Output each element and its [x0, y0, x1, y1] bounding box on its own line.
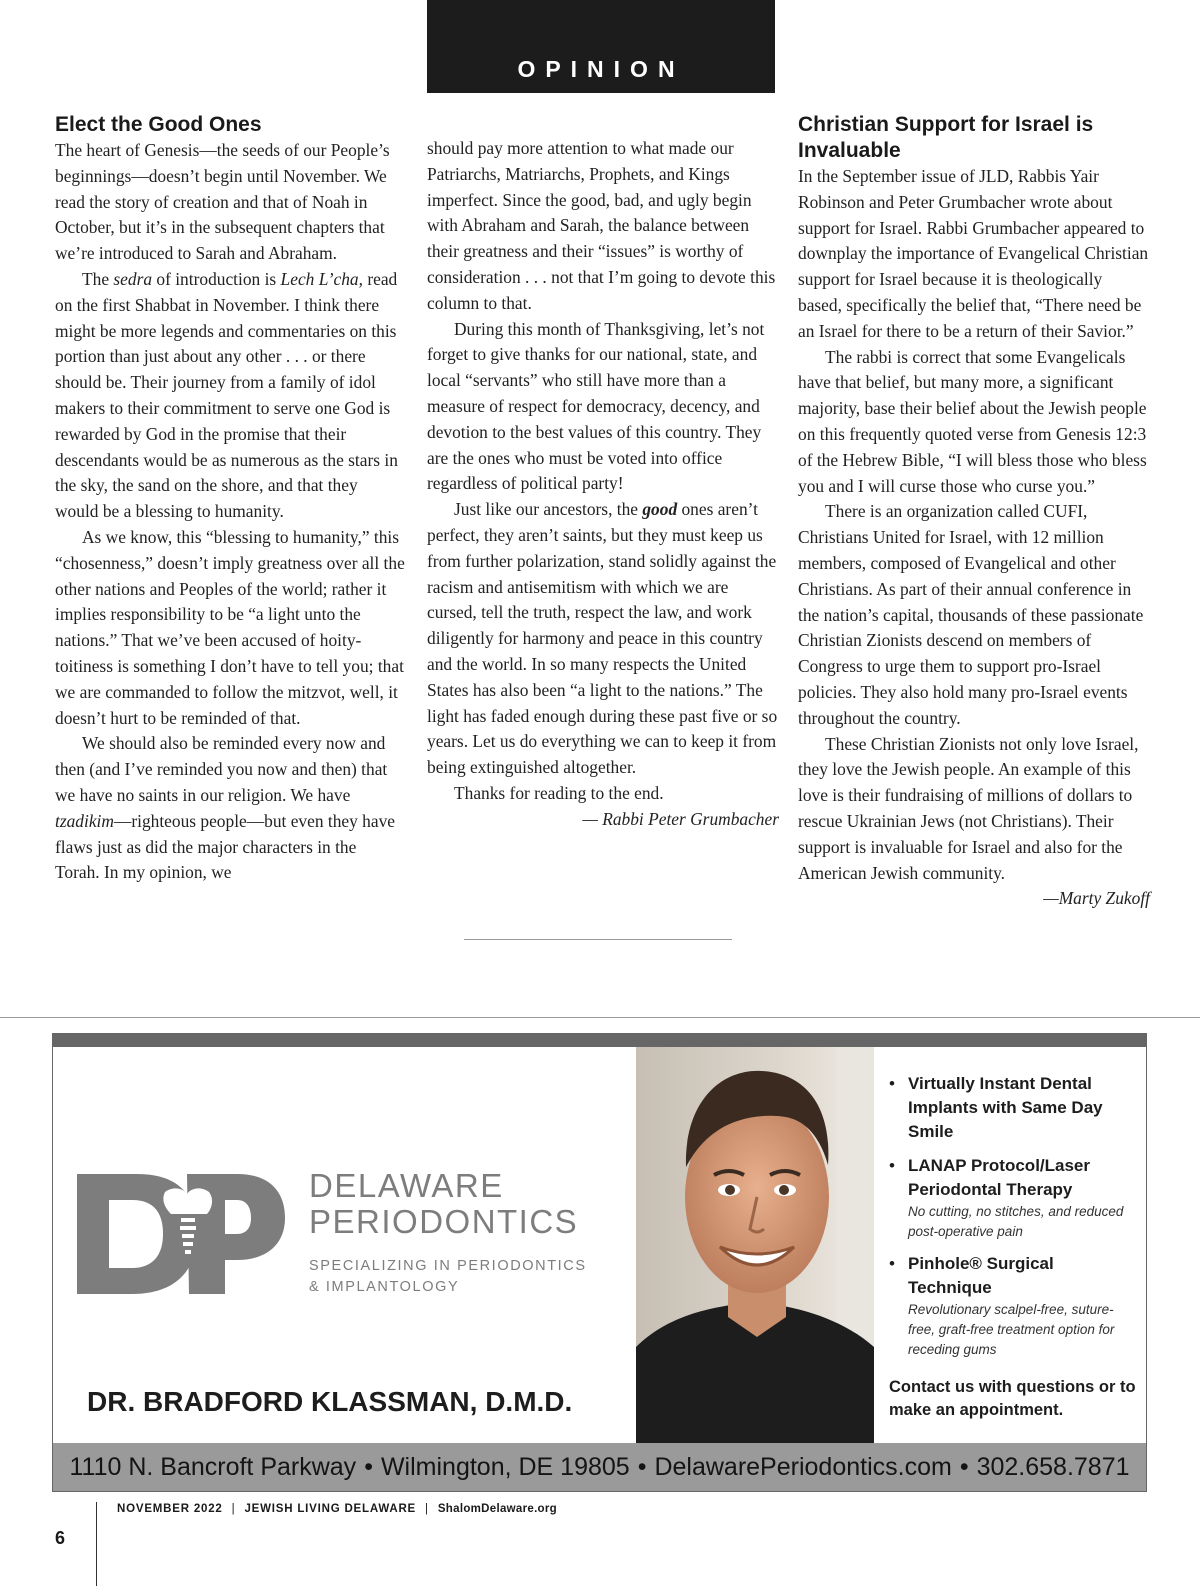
- folio-separator: |: [425, 1503, 429, 1515]
- ad-contact-cta: Contact us with questions or to make an appointment.: [889, 1378, 1136, 1419]
- section-header: OPINION: [427, 0, 775, 93]
- article-title-christian-support: Christian Support for Israel is Invaluable: [798, 113, 1094, 162]
- folio-separator: |: [231, 1503, 236, 1515]
- feature-item: [889, 1072, 1139, 1144]
- ad-feature-list: [889, 1072, 1139, 1370]
- publication-website-link[interactable]: ShalomDelaware.org: [437, 1503, 557, 1515]
- article-end-rule: [464, 939, 732, 940]
- paragraph: We should also be reminded every now and then (and I’ve reminded you now and then) that we have no saints in our religion. We have tzadikim—righteous people—but even they have flaws just as did the major characters in the Torah. In my opinion, we: [55, 733, 396, 883]
- publication-name: JEWISH LIVING DELAWARE: [244, 1503, 417, 1515]
- footer-vertical-rule: [96, 1502, 97, 1586]
- dp-tooth-logo-icon: [77, 1174, 287, 1294]
- paragraph: In the September issue of JLD, Rabbis Yair Robinson and Peter Grumbacher wrote about support for Israel. Rabbi Grumbacher appeared to downplay the importance of Evangelical Christian support for Israel because it is theologically based, specifically the belief that, “There need be an Israel for there to be a return of their Savior.”: [798, 166, 1149, 341]
- feature-item: [889, 1252, 1139, 1360]
- author-signature: — Rabbi Peter Grumbacher: [582, 808, 779, 829]
- ad-city: Wilmington, DE 19805: [380, 1453, 630, 1481]
- author-signature: —Marty Zukoff: [1043, 888, 1150, 909]
- article-column-3: [798, 112, 1150, 912]
- feature-description: Revolutionary scalpel-free, suture-free, graft-free treatment option for receding gums: [908, 1302, 1115, 1357]
- ad-brand-block: [309, 1168, 629, 1298]
- article-title-elect: Elect the Good Ones: [55, 113, 262, 136]
- ad-top-bar: [53, 1034, 1146, 1047]
- brand-name-line-1: DELAWARE: [309, 1167, 504, 1204]
- ad-contact-bar: [53, 1443, 1146, 1491]
- page-divider: [0, 1017, 1200, 1018]
- separator-dot-icon: •: [959, 1453, 969, 1481]
- bullet-icon: •: [889, 1156, 895, 1175]
- feature-description: No cutting, no stitches, and reduced post-operative pain: [908, 1204, 1124, 1239]
- paragraph: There is an organization called CUFI, Christians United for Israel, with 12 million members, composed of Evangelical and other Christians. As part of their annual conference in the nation’s capital, thousands of these passionate Christian Zionists descend on members of Congress to urge them to support pro-Israel policies. They also hold many pro-Israel events throughout the country.: [798, 501, 1144, 728]
- feature-item: [889, 1154, 1139, 1242]
- paragraph: Just like our ancestors, the good ones aren’t perfect, they aren’t saints, but they must keep us from further polarization, stand solidly against the racism and antisemitism with which we are cursed, tell the truth, respect the law, and work diligently for harmony and peace in this country and the world. In so many respects the United States has also been “a light to the nations.” The light has faded enough during these past five or so years. Let us do everything we can to keep it from being extinguished altogether.: [427, 499, 778, 778]
- paragraph: These Christian Zionists not only love Israel, they love the Jewish people. An example of this love is their fundraising of millions of dollars to rescue Ukrainian Jews (not Christians). Their support is invaluable for Israel and also for the American Jewish community.: [798, 733, 1139, 883]
- bullet-icon: •: [889, 1074, 895, 1093]
- paragraph: The rabbi is correct that some Evangelicals have that belief, but many more, a significant majority, base their belief about the Jewish people on this frequently quoted verse from Genesis 12:3 of the Hebrew Bible, “I will bless those who bless you and I will curse those who curse you.”: [798, 346, 1147, 496]
- paragraph: The sedra of introduction is Lech L’cha, read on the first Shabbat in November. I think there might be more legends and commentaries on this portion than just about any other . . . or there should be. Their journey from a family of idol makers to their commitment to serve one God is rewarded by God in the promise that their descendants would be as numerous as the stars in the sky, the sand on the shore, and that they would be a blessing to humanity.: [55, 268, 398, 522]
- article-column-1: [55, 112, 405, 886]
- paragraph: During this month of Thanksgiving, let’s not forget to give thanks for our national, state, and local “servants” who still have more than a measure of respect for democracy, decency, and devotion to the best values of this country. They are the ones who must be voted into office regardless of political party!: [427, 318, 765, 494]
- doctor-name: DR. BRADFORD KLASSMAN, D.M.D.: [87, 1386, 573, 1417]
- feature-title: LANAP Protocol/Laser Periodontal Therapy: [908, 1156, 1091, 1199]
- paragraph: The heart of Genesis—the seeds of our People’s beginnings—doesn’t begin until November. We read the story of creation and that of Noah in October, but it’s in the subsequent chapters that we’re introduced to Sarah and Abraham.: [55, 140, 390, 264]
- paragraph: should pay more attention to what made our Patriarchs, Matriarchs, Prophets, and Kings imperfect. Since the good, bad, and ugly begin with Abraham and Sarah, the balance between their greatness and their “issues” is worthy of consideration . . . not that I’m going to devote this column to that.: [427, 138, 776, 313]
- doctor-portrait-photo: [636, 1047, 874, 1443]
- specialty-line-2: & IMPLANTOLOGY: [309, 1279, 460, 1295]
- article-column-2: [427, 136, 779, 833]
- ad-website-link[interactable]: DelawarePeriodontics.com: [654, 1453, 952, 1481]
- page-number: 6: [55, 1528, 66, 1548]
- ad-address: 1110 N. Bancroft Parkway: [69, 1453, 357, 1481]
- bullet-icon: •: [889, 1254, 895, 1273]
- specialty-line-1: SPECIALIZING IN PERIODONTICS: [309, 1258, 587, 1274]
- separator-dot-icon: •: [364, 1453, 373, 1481]
- feature-title: Virtually Instant Dental Implants with Same Day Smile: [908, 1074, 1103, 1141]
- feature-title: Pinhole® Surgical Technique: [908, 1254, 1054, 1297]
- paragraph: As we know, this “blessing to humanity,” this “chosenness,” doesn’t imply greatness over all the other nations and Peoples of the world; rather it implies responsibility to be “a light unto the nations.” That we’ve been accused of hoity-toitiness is something I don’t have to tell you; that we are commanded to follow the mitzvot, well, it doesn’t hurt to be reminded of that.: [55, 526, 405, 728]
- brand-name-line-2: PERIODONTICS: [309, 1203, 579, 1240]
- separator-dot-icon: •: [637, 1453, 647, 1481]
- issue-date: NOVEMBER 2022: [117, 1503, 223, 1515]
- ad-phone[interactable]: 302.658.7871: [976, 1453, 1130, 1481]
- page-folio: [117, 1503, 557, 1515]
- paragraph: Thanks for reading to the end.: [454, 782, 664, 803]
- advertisement: [53, 1034, 1146, 1491]
